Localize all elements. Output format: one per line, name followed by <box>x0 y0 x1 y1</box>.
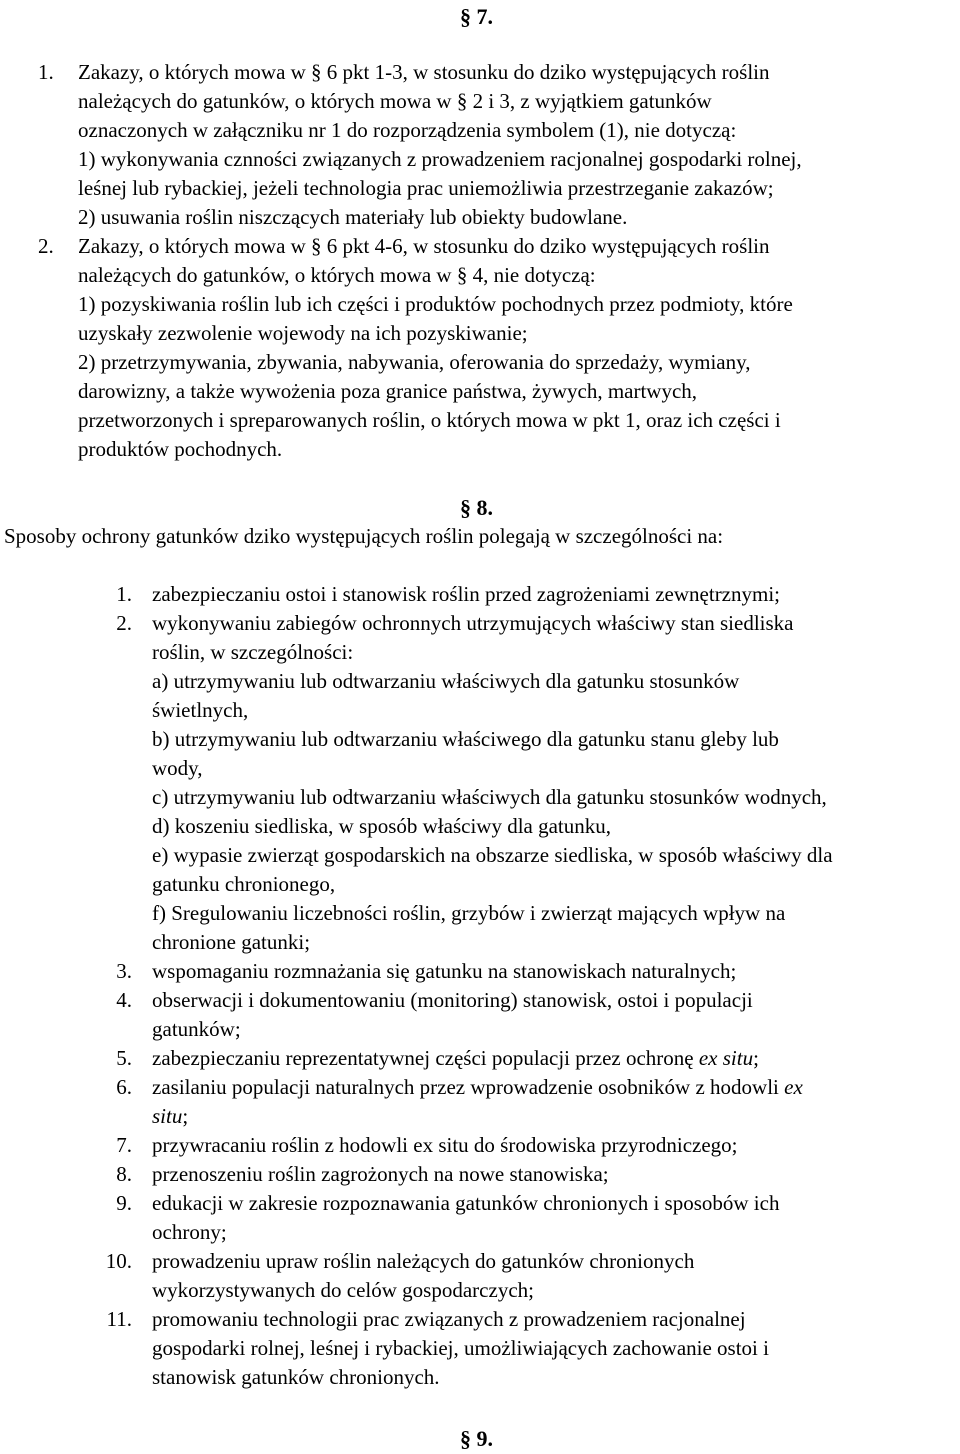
section-7-heading: § 7. <box>460 4 493 29</box>
list-item-text: przywracaniu roślin z hodowli ex situ do środowiska przyrodniczego; <box>152 1133 738 1157</box>
paragraph-1-line-3: oznaczonych w załączniku nr 1 do rozporządzenia symbolem (1), nie dotyczą: <box>78 118 737 142</box>
list-item-text: wody, <box>152 756 203 780</box>
list-item-text: b) utrzymywaniu lub odtwarzaniu właściwego dla gatunku stanu gleby lub <box>152 727 779 751</box>
list-item-text: a) utrzymywaniu lub odtwarzaniu właściwych dla gatunku stosunków <box>152 669 740 693</box>
section-9-heading: § 9. <box>460 1426 493 1451</box>
list-item-italic-text: ex <box>784 1075 803 1099</box>
list-item-number: 2. <box>116 611 132 635</box>
list-item-text: chronione gatunki; <box>152 930 311 954</box>
list-item-text: gospodarki rolnej, leśnej i rybackiej, umożliwiających zachowanie ostoi i <box>152 1336 769 1360</box>
list-item-italic-text: ex situ <box>698 1046 754 1070</box>
list-item-text: gatunków; <box>152 1017 241 1041</box>
list-item-text <box>152 1044 759 1073</box>
list-item-text: zabezpieczaniu ostoi i stanowisk roślin przed zagrożeniami zewnętrznymi; <box>152 582 781 606</box>
list-item-number: 1. <box>116 582 132 606</box>
list-item-text <box>152 1102 188 1131</box>
list-item-text: obserwacji i dokumentowaniu (monitoring) stanowisk, ostoi i populacji <box>152 988 753 1012</box>
list-item-text: wykorzystywanych do celów gospodarczych; <box>152 1278 534 1302</box>
list-item-text: ochrony; <box>152 1220 227 1244</box>
paragraph-1-number: 1. <box>38 60 54 84</box>
list-item-text-tail: ; <box>753 1046 759 1070</box>
list-item-text: przenoszeniu roślin zagrożonych na nowe stanowiska; <box>152 1162 609 1186</box>
list-item-number: 11. <box>106 1307 132 1331</box>
list-item-text-main: zasilaniu populacji naturalnych przez wprowadzenie osobników z hodowli <box>152 1075 785 1099</box>
paragraph-2-line-2: należących do gatunków, o których mowa w § 4, nie dotyczą: <box>78 263 596 287</box>
paragraph-1-line-1: Zakazy, o których mowa w § 6 pkt 1-3, w stosunku do dziko występujących roślin <box>78 60 770 84</box>
list-item-italic-text: situ <box>152 1104 183 1128</box>
list-item-text: prowadzeniu upraw roślin należących do gatunków chronionych <box>152 1249 695 1273</box>
list-item-text <box>152 1073 803 1102</box>
paragraph-2-line-5: 2) przetrzymywania, zbywania, nabywania, oferowania do sprzedaży, wymiany, <box>78 350 751 374</box>
list-item-number: 5. <box>116 1046 132 1070</box>
list-item-text: edukacji w zakresie rozpoznawania gatunków chronionych i sposobów ich <box>152 1191 780 1215</box>
paragraph-2-number: 2. <box>38 234 54 258</box>
paragraph-2-line-6: darowizny, a także wywożenia poza granice państwa, żywych, martwych, <box>78 379 698 403</box>
list-item-text: gatunku chronionego, <box>152 872 336 896</box>
paragraph-2-line-1: Zakazy, o których mowa w § 6 pkt 4-6, w stosunku do dziko występujących roślin <box>78 234 770 258</box>
list-item-text-main: zabezpieczaniu reprezentatywnej części populacji przez ochronę <box>152 1046 699 1070</box>
list-item-text: wspomaganiu rozmnażania się gatunku na stanowiskach naturalnych; <box>152 959 737 983</box>
list-item-text: c) utrzymywaniu lub odtwarzaniu właściwych dla gatunku stosunków wodnych, <box>152 785 827 809</box>
list-item-text: f) Sregulowaniu liczebności roślin, grzybów i zwierząt mających wpływ na <box>152 901 786 925</box>
paragraph-2-line-8: produktów pochodnych. <box>78 437 283 461</box>
list-item-text: e) wypasie zwierząt gospodarskich na obszarze siedliska, w sposób właściwy dla <box>152 843 833 867</box>
list-item-text: d) koszeniu siedliska, w sposób właściwy dla gatunku, <box>152 814 612 838</box>
paragraph-2-line-3: 1) pozyskiwania roślin lub ich części i produktów pochodnych przez podmioty, które <box>78 292 793 316</box>
paragraph-1-line-2: należących do gatunków, o których mowa w § 2 i 3, z wyjątkiem gatunków <box>78 89 712 113</box>
paragraph-1-line-4: 1) wykonywania cznności związanych z prowadzeniem racjonalnej gospodarki rolnej, <box>78 147 802 171</box>
paragraph-1-line-5: leśnej lub rybackiej, jeżeli technologia prac uniemożliwia przestrzeganie zakazów; <box>78 176 774 200</box>
list-item-text: roślin, w szczególności: <box>152 640 354 664</box>
section-8-heading: § 8. <box>460 495 493 520</box>
section-8-intro: Sposoby ochrony gatunków dziko występujących roślin polegają w szczególności na: <box>4 524 724 548</box>
list-item-text-tail: ; <box>182 1104 189 1128</box>
paragraph-2-line-4: uzyskały zezwolenie wojewody na ich pozyskiwanie; <box>78 321 528 345</box>
list-item-text: wykonywaniu zabiegów ochronnych utrzymujących właściwy stan siedliska <box>152 611 794 635</box>
list-item-number: 10. <box>105 1249 132 1273</box>
list-item-text: stanowisk gatunków chronionych. <box>152 1365 440 1389</box>
paragraph-2-line-7: przetworzonych i spreparowanych roślin, o których mowa w pkt 1, oraz ich części i <box>78 408 781 432</box>
list-item-number: 9. <box>116 1191 132 1215</box>
list-item-number: 8. <box>116 1162 132 1186</box>
list-item-text: promowaniu technologii prac związanych z prowadzeniem racjonalnej <box>152 1307 746 1331</box>
list-item-number: 4. <box>116 988 132 1012</box>
list-item-number: 7. <box>116 1133 132 1157</box>
list-item-number: 6. <box>116 1075 132 1099</box>
list-item-number: 3. <box>116 959 132 983</box>
paragraph-1-line-6: 2) usuwania roślin niszczących materiały lub obiekty budowlane. <box>78 205 628 229</box>
list-item-text: świetlnych, <box>152 698 249 722</box>
